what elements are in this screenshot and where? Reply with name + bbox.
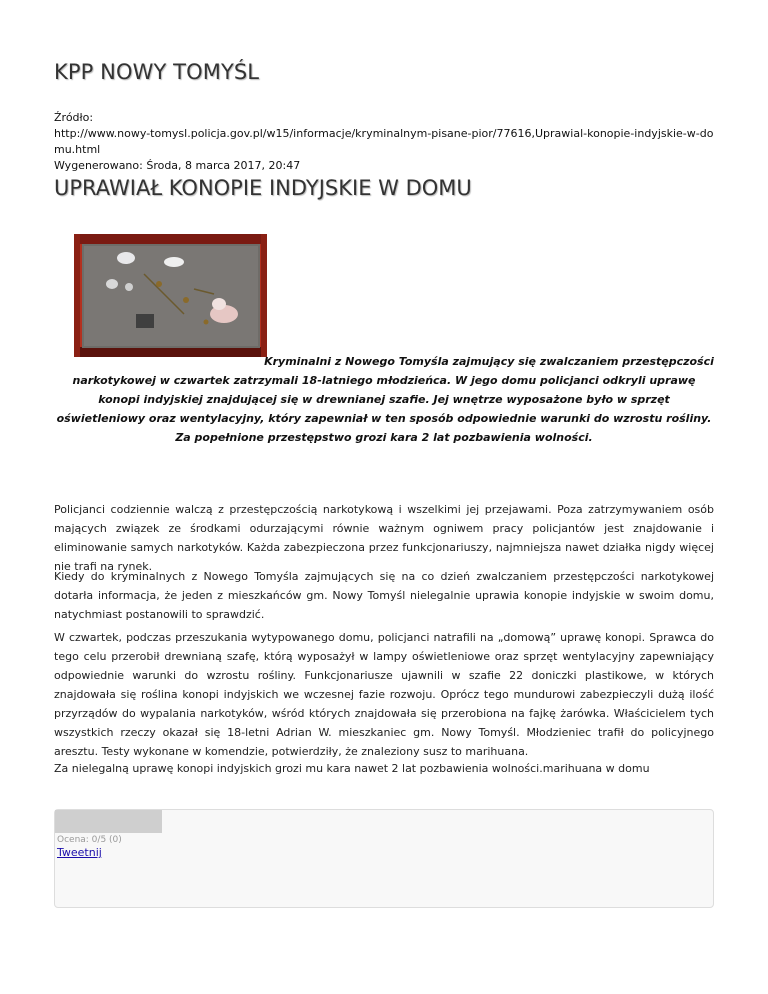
article-paragraph-2: Kiedy do kryminalnych z Nowego Tomyśla zajmujących się na co dzień zwalczaniem przestępczości narkotykowej dotarła informacja, że jeden z mieszkańców gm. Nowy Tomyśl nielegalnie uprawia konopie indyjskie w swoim domu, natychmiast postanowili to sprawdzić. bbox=[54, 570, 714, 621]
article-title: UPRAWIAŁ KONOPIE INDYJSKIE W DOMU bbox=[54, 176, 472, 200]
lead-text: Kryminalni z Nowego Tomyśla zajmujący się zwalczaniem przestępczości narkotykowej w czwartek zatrzymali 18-latniego młodzieńca. W jego domu policjanci odkryli uprawę konopi indyjskiej znajdującej się w drewnianej szafie. Jej wnętrze wyposażone było w sprzęt oświetleniowy oraz wentylacyjny, który zapewniał w ten sposób odpowiednie warunki do wzrostu rośliny. Za popełnione przestępstwo grozi kara 2 lat pozbawienia wolności. bbox=[56, 355, 714, 444]
article-paragraph-4: Za nielegalną uprawę konopi indyjskich grozi mu kara nawet 2 lat pozbawienia wolności.marihuana w domu bbox=[54, 762, 650, 775]
site-title: KPP NOWY TOMYŚL bbox=[54, 60, 260, 84]
rating-widget[interactable] bbox=[55, 810, 162, 833]
source-label: Źródło: bbox=[54, 111, 94, 124]
article-photo bbox=[74, 234, 267, 357]
source-meta bbox=[54, 110, 714, 174]
source-url: http://www.nowy-tomysl.policja.gov.pl/w15/informacje/kryminalnym-pisane-pior/77616,Uprawial-konopie-indyjskie-w-domu.html bbox=[54, 127, 714, 156]
generated-date: Wygenerowano: Środa, 8 marca 2017, 20:47 bbox=[54, 159, 301, 172]
article-paragraph-1: Policjanci codziennie walczą z przestępczością narkotykową i wszelkimi jej przejawami. Poza zatrzymywaniem osób mających związek ze środkami odurzającymi równie ważnym ogniwem pracy policjantów jest znajdowanie i eliminowanie samych narkotyków. Każda zabezpieczona przez funkcjonariuszy, najmniejsza nawet działka nigdy więcej nie trafi na rynek. bbox=[54, 503, 714, 573]
rating-text: Ocena: 0/5 (0) bbox=[57, 835, 122, 845]
social-box bbox=[54, 809, 714, 908]
article-paragraph-3: W czwartek, podczas przeszukania wytypowanego domu, policjanci natrafili na „domową” uprawę konopi. Sprawca do tego celu przerobił drewnianą szafę, którą wyposażył w lampy oświetleniowe oraz sprzęt wentylacyjny zapewniający odpowiednie warunki do wzrostu rośliny. Funkcjonariusze ujawnili w szafie 22 doniczki plastikowe, w których znajdowała się roślina konopi indyjskich we wczesnej fazie rozwoju. Oprócz tego mundurowi zabezpieczyli dużą ilość przyrządów do wypalania narkotyków, wśród których znajdowała się przerobiona na fajkę żarówka. Właścicielem tych wszystkich rzeczy okazał się 18-letni Adrian W. mieszkaniec gm. Nowy Tomyśl. Młodzieniec trafił do policyjnego aresztu. Testy wykonane w komendzie, potwierdziły, że znaleziony susz to marihuana. bbox=[54, 631, 714, 758]
tweet-link[interactable]: Tweetnij bbox=[57, 846, 102, 859]
